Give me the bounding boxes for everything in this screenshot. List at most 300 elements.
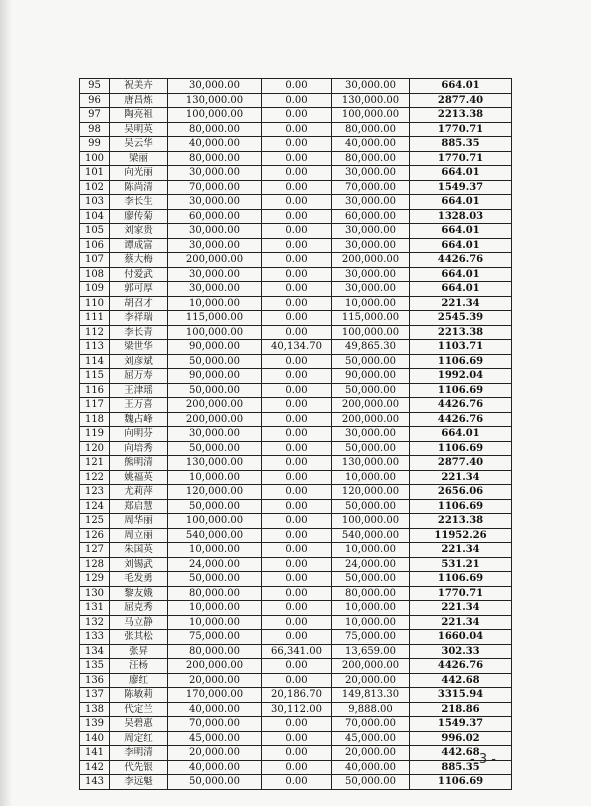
balance-cell: 10,000.00: [332, 470, 410, 485]
balance-cell: 30,000.00: [332, 195, 410, 210]
balance-cell: 30,000.00: [332, 224, 410, 239]
result-cell: 664.01: [410, 224, 512, 239]
deduction-cell: 0.00: [262, 572, 332, 587]
row-index-cell: 113: [80, 340, 110, 355]
row-index-cell: 143: [80, 775, 110, 790]
deduction-cell: 0.00: [262, 630, 332, 645]
table-row: [80, 369, 512, 384]
scan-shadow-edge: [0, 0, 12, 806]
name-cell: 李长生: [110, 195, 168, 210]
name-cell: 魏占峰: [110, 412, 168, 427]
amount-cell: 90,000.00: [168, 369, 262, 384]
name-cell: 刘彦斌: [110, 354, 168, 369]
row-index-cell: 130: [80, 586, 110, 601]
table-row: [80, 122, 512, 137]
result-cell: 664.01: [410, 238, 512, 253]
name-cell: 廖传菊: [110, 209, 168, 224]
deduction-cell: 0.00: [262, 412, 332, 427]
result-cell: 885.35: [410, 760, 512, 775]
name-cell: 向明芬: [110, 427, 168, 442]
balance-cell: 50,000.00: [332, 499, 410, 514]
balance-cell: 30,000.00: [332, 238, 410, 253]
name-cell: 陈尚清: [110, 180, 168, 195]
row-index-cell: 120: [80, 441, 110, 456]
balance-cell: 10,000.00: [332, 543, 410, 558]
result-cell: 302.33: [410, 644, 512, 659]
amount-cell: 50,000.00: [168, 775, 262, 790]
table-row: [80, 427, 512, 442]
result-cell: 11952.26: [410, 528, 512, 543]
amount-cell: 40,000.00: [168, 760, 262, 775]
balance-cell: 75,000.00: [332, 630, 410, 645]
table-row: [80, 195, 512, 210]
name-cell: 祝美卉: [110, 79, 168, 94]
table-row: [80, 282, 512, 297]
name-cell: 唐昌炼: [110, 93, 168, 108]
row-index-cell: 123: [80, 485, 110, 500]
table-row: [80, 253, 512, 268]
result-cell: 4426.76: [410, 412, 512, 427]
table-row: [80, 209, 512, 224]
balance-cell: 70,000.00: [332, 717, 410, 732]
balance-cell: 40,000.00: [332, 760, 410, 775]
name-cell: 陈敏莉: [110, 688, 168, 703]
result-cell: 2877.40: [410, 456, 512, 471]
table-row: [80, 557, 512, 572]
row-index-cell: 114: [80, 354, 110, 369]
balance-cell: 13,659.00: [332, 644, 410, 659]
ledger-body: [80, 79, 512, 790]
deduction-cell: 0.00: [262, 79, 332, 94]
amount-cell: 10,000.00: [168, 615, 262, 630]
table-row: [80, 760, 512, 775]
amount-cell: 50,000.00: [168, 383, 262, 398]
row-index-cell: 108: [80, 267, 110, 282]
deduction-cell: 0.00: [262, 122, 332, 137]
result-cell: 2213.38: [410, 514, 512, 529]
table-row: [80, 311, 512, 326]
name-cell: 刘家贵: [110, 224, 168, 239]
deduction-cell: 0.00: [262, 209, 332, 224]
amount-cell: 70,000.00: [168, 180, 262, 195]
row-index-cell: 115: [80, 369, 110, 384]
result-cell: 664.01: [410, 195, 512, 210]
table-row: [80, 137, 512, 152]
row-index-cell: 95: [80, 79, 110, 94]
result-cell: 664.01: [410, 79, 512, 94]
amount-cell: 30,000.00: [168, 79, 262, 94]
table-row: [80, 543, 512, 558]
deduction-cell: 0.00: [262, 615, 332, 630]
table-row: [80, 746, 512, 761]
deduction-cell: 0.00: [262, 746, 332, 761]
deduction-cell: 0.00: [262, 441, 332, 456]
name-cell: 吴云华: [110, 137, 168, 152]
result-cell: 1106.69: [410, 775, 512, 790]
row-index-cell: 126: [80, 528, 110, 543]
name-cell: 代定兰: [110, 702, 168, 717]
row-index-cell: 121: [80, 456, 110, 471]
amount-cell: 30,000.00: [168, 267, 262, 282]
deduction-cell: 0.00: [262, 383, 332, 398]
result-cell: 2877.40: [410, 93, 512, 108]
row-index-cell: 139: [80, 717, 110, 732]
balance-cell: 30,000.00: [332, 79, 410, 94]
amount-cell: 200,000.00: [168, 253, 262, 268]
amount-cell: 100,000.00: [168, 108, 262, 123]
amount-cell: 50,000.00: [168, 354, 262, 369]
result-cell: 531.21: [410, 557, 512, 572]
row-index-cell: 97: [80, 108, 110, 123]
deduction-cell: 0.00: [262, 93, 332, 108]
result-cell: 221.34: [410, 296, 512, 311]
result-cell: 1770.71: [410, 586, 512, 601]
amount-cell: 100,000.00: [168, 514, 262, 529]
name-cell: 李明清: [110, 746, 168, 761]
deduction-cell: 0.00: [262, 659, 332, 674]
row-index-cell: 140: [80, 731, 110, 746]
result-cell: 1106.69: [410, 499, 512, 514]
result-cell: 1106.69: [410, 354, 512, 369]
table-row: [80, 659, 512, 674]
row-index-cell: 135: [80, 659, 110, 674]
row-index-cell: 117: [80, 398, 110, 413]
balance-cell: 200,000.00: [332, 253, 410, 268]
table-row: [80, 180, 512, 195]
amount-cell: 170,000.00: [168, 688, 262, 703]
result-cell: 1103.71: [410, 340, 512, 355]
balance-cell: 80,000.00: [332, 586, 410, 601]
balance-cell: 115,000.00: [332, 311, 410, 326]
amount-cell: 120,000.00: [168, 485, 262, 500]
balance-cell: 200,000.00: [332, 398, 410, 413]
row-index-cell: 125: [80, 514, 110, 529]
table-row: [80, 456, 512, 471]
table-row: [80, 528, 512, 543]
deduction-cell: 0.00: [262, 485, 332, 500]
table-row: [80, 238, 512, 253]
result-cell: 221.34: [410, 470, 512, 485]
balance-cell: 45,000.00: [332, 731, 410, 746]
result-cell: 2213.38: [410, 108, 512, 123]
deduction-cell: 0.00: [262, 586, 332, 601]
result-cell: 1549.37: [410, 717, 512, 732]
deduction-cell: 0.00: [262, 775, 332, 790]
amount-cell: 200,000.00: [168, 412, 262, 427]
name-cell: 王津瑶: [110, 383, 168, 398]
balance-cell: 10,000.00: [332, 296, 410, 311]
name-cell: 向光丽: [110, 166, 168, 181]
page-number: - 3 -: [470, 752, 496, 767]
deduction-cell: 0.00: [262, 180, 332, 195]
name-cell: 谭成富: [110, 238, 168, 253]
name-cell: 熊明清: [110, 456, 168, 471]
balance-cell: 60,000.00: [332, 209, 410, 224]
row-index-cell: 112: [80, 325, 110, 340]
row-index-cell: 101: [80, 166, 110, 181]
row-index-cell: 137: [80, 688, 110, 703]
result-cell: 1992.04: [410, 369, 512, 384]
row-index-cell: 111: [80, 311, 110, 326]
deduction-cell: 0.00: [262, 195, 332, 210]
table-row: [80, 325, 512, 340]
amount-cell: 80,000.00: [168, 151, 262, 166]
row-index-cell: 136: [80, 673, 110, 688]
balance-cell: 80,000.00: [332, 122, 410, 137]
table-row: [80, 151, 512, 166]
table-row: [80, 514, 512, 529]
table-row: [80, 630, 512, 645]
name-cell: 梁世华: [110, 340, 168, 355]
deduction-cell: 0.00: [262, 137, 332, 152]
name-cell: 王万喜: [110, 398, 168, 413]
row-index-cell: 133: [80, 630, 110, 645]
amount-cell: 90,000.00: [168, 340, 262, 355]
table-row: [80, 586, 512, 601]
table-row: [80, 470, 512, 485]
amount-cell: 540,000.00: [168, 528, 262, 543]
table-row: [80, 79, 512, 94]
amount-cell: 10,000.00: [168, 296, 262, 311]
balance-cell: 50,000.00: [332, 383, 410, 398]
result-cell: 221.34: [410, 543, 512, 558]
name-cell: 周立丽: [110, 528, 168, 543]
balance-cell: 30,000.00: [332, 427, 410, 442]
deduction-cell: 0.00: [262, 514, 332, 529]
amount-cell: 80,000.00: [168, 122, 262, 137]
deduction-cell: 0.00: [262, 354, 332, 369]
name-cell: 李远魁: [110, 775, 168, 790]
balance-cell: 540,000.00: [332, 528, 410, 543]
amount-cell: 50,000.00: [168, 441, 262, 456]
deduction-cell: 0.00: [262, 528, 332, 543]
table-row: [80, 775, 512, 790]
result-cell: 664.01: [410, 166, 512, 181]
deduction-cell: 0.00: [262, 238, 332, 253]
amount-cell: 75,000.00: [168, 630, 262, 645]
row-index-cell: 99: [80, 137, 110, 152]
name-cell: 吴明英: [110, 122, 168, 137]
name-cell: 廖红: [110, 673, 168, 688]
result-cell: 3315.94: [410, 688, 512, 703]
table-row: [80, 383, 512, 398]
amount-cell: 30,000.00: [168, 238, 262, 253]
amount-cell: 50,000.00: [168, 499, 262, 514]
balance-cell: 50,000.00: [332, 354, 410, 369]
result-cell: 218.86: [410, 702, 512, 717]
deduction-cell: 0.00: [262, 296, 332, 311]
row-index-cell: 132: [80, 615, 110, 630]
name-cell: 姚福英: [110, 470, 168, 485]
balance-cell: 10,000.00: [332, 615, 410, 630]
balance-cell: 30,000.00: [332, 282, 410, 297]
deduction-cell: 0.00: [262, 717, 332, 732]
name-cell: 张昇: [110, 644, 168, 659]
row-index-cell: 104: [80, 209, 110, 224]
name-cell: 蔡大梅: [110, 253, 168, 268]
amount-cell: 50,000.00: [168, 572, 262, 587]
row-index-cell: 124: [80, 499, 110, 514]
deduction-cell: 40,134.70: [262, 340, 332, 355]
amount-cell: 130,000.00: [168, 93, 262, 108]
amount-cell: 80,000.00: [168, 644, 262, 659]
row-index-cell: 122: [80, 470, 110, 485]
deduction-cell: 0.00: [262, 557, 332, 572]
deduction-cell: 0.00: [262, 282, 332, 297]
deduction-cell: 0.00: [262, 311, 332, 326]
result-cell: 2213.38: [410, 325, 512, 340]
row-index-cell: 129: [80, 572, 110, 587]
row-index-cell: 100: [80, 151, 110, 166]
name-cell: 周华丽: [110, 514, 168, 529]
amount-cell: 70,000.00: [168, 717, 262, 732]
balance-cell: 10,000.00: [332, 601, 410, 616]
balance-cell: 90,000.00: [332, 369, 410, 384]
table-row: [80, 108, 512, 123]
name-cell: 黎友娥: [110, 586, 168, 601]
balance-cell: 50,000.00: [332, 441, 410, 456]
amount-cell: 80,000.00: [168, 586, 262, 601]
name-cell: 陶亮祖: [110, 108, 168, 123]
table-row: [80, 572, 512, 587]
balance-cell: 149,813.30: [332, 688, 410, 703]
balance-cell: 70,000.00: [332, 180, 410, 195]
table-row: [80, 485, 512, 500]
deduction-cell: 20,186.70: [262, 688, 332, 703]
name-cell: 汪杨: [110, 659, 168, 674]
amount-cell: 30,000.00: [168, 195, 262, 210]
deduction-cell: 0.00: [262, 166, 332, 181]
result-cell: 1549.37: [410, 180, 512, 195]
name-cell: 向培秀: [110, 441, 168, 456]
amount-cell: 40,000.00: [168, 702, 262, 717]
deduction-cell: 0.00: [262, 673, 332, 688]
result-cell: 2656.06: [410, 485, 512, 500]
deduction-cell: 0.00: [262, 456, 332, 471]
row-index-cell: 128: [80, 557, 110, 572]
balance-cell: 200,000.00: [332, 412, 410, 427]
name-cell: 朱国英: [110, 543, 168, 558]
row-index-cell: 103: [80, 195, 110, 210]
row-index-cell: 96: [80, 93, 110, 108]
balance-cell: 100,000.00: [332, 325, 410, 340]
result-cell: 1660.04: [410, 630, 512, 645]
name-cell: 梁丽: [110, 151, 168, 166]
row-index-cell: 116: [80, 383, 110, 398]
row-index-cell: 118: [80, 412, 110, 427]
table-row: [80, 166, 512, 181]
deduction-cell: 0.00: [262, 267, 332, 282]
amount-cell: 30,000.00: [168, 166, 262, 181]
name-cell: 李长青: [110, 325, 168, 340]
deduction-cell: 0.00: [262, 369, 332, 384]
balance-cell: 24,000.00: [332, 557, 410, 572]
row-index-cell: 119: [80, 427, 110, 442]
balance-cell: 20,000.00: [332, 673, 410, 688]
table-row: [80, 615, 512, 630]
row-index-cell: 105: [80, 224, 110, 239]
name-cell: 代先银: [110, 760, 168, 775]
table-row: [80, 688, 512, 703]
name-cell: 毛发勇: [110, 572, 168, 587]
balance-cell: 9,888.00: [332, 702, 410, 717]
name-cell: 胡召才: [110, 296, 168, 311]
balance-cell: 20,000.00: [332, 746, 410, 761]
deduction-cell: 66,341.00: [262, 644, 332, 659]
balance-cell: 30,000.00: [332, 267, 410, 282]
result-cell: 885.35: [410, 137, 512, 152]
result-cell: 442.68: [410, 673, 512, 688]
amount-cell: 30,000.00: [168, 427, 262, 442]
amount-cell: 100,000.00: [168, 325, 262, 340]
result-cell: 1770.71: [410, 122, 512, 137]
name-cell: 张其松: [110, 630, 168, 645]
balance-cell: 49,865.30: [332, 340, 410, 355]
table-row: [80, 267, 512, 282]
balance-cell: 130,000.00: [332, 93, 410, 108]
deduction-cell: 0.00: [262, 151, 332, 166]
deduction-cell: 0.00: [262, 325, 332, 340]
amount-cell: 115,000.00: [168, 311, 262, 326]
row-index-cell: 98: [80, 122, 110, 137]
deduction-cell: 0.00: [262, 499, 332, 514]
balance-cell: 100,000.00: [332, 108, 410, 123]
balance-cell: 50,000.00: [332, 775, 410, 790]
amount-cell: 60,000.00: [168, 209, 262, 224]
table-row: [80, 601, 512, 616]
table-row: [80, 398, 512, 413]
result-cell: 996.02: [410, 731, 512, 746]
row-index-cell: 142: [80, 760, 110, 775]
amount-cell: 20,000.00: [168, 673, 262, 688]
result-cell: 1106.69: [410, 383, 512, 398]
amount-cell: 10,000.00: [168, 543, 262, 558]
result-cell: 1106.69: [410, 572, 512, 587]
balance-cell: 40,000.00: [332, 137, 410, 152]
table-row: [80, 717, 512, 732]
table-row: [80, 702, 512, 717]
amount-cell: 45,000.00: [168, 731, 262, 746]
deduction-cell: 0.00: [262, 108, 332, 123]
amount-cell: 130,000.00: [168, 456, 262, 471]
balance-cell: 200,000.00: [332, 659, 410, 674]
name-cell: 吴碧惠: [110, 717, 168, 732]
result-cell: 2545.39: [410, 311, 512, 326]
amount-cell: 10,000.00: [168, 470, 262, 485]
row-index-cell: 131: [80, 601, 110, 616]
result-cell: 4426.76: [410, 398, 512, 413]
table-row: [80, 441, 512, 456]
amount-cell: 200,000.00: [168, 398, 262, 413]
result-cell: 1770.71: [410, 151, 512, 166]
amount-cell: 40,000.00: [168, 137, 262, 152]
amount-cell: 20,000.00: [168, 746, 262, 761]
name-cell: 周定红: [110, 731, 168, 746]
deduction-cell: 0.00: [262, 427, 332, 442]
name-cell: 刘锡武: [110, 557, 168, 572]
result-cell: 664.01: [410, 427, 512, 442]
amount-cell: 30,000.00: [168, 224, 262, 239]
table-row: [80, 412, 512, 427]
name-cell: 马立静: [110, 615, 168, 630]
result-cell: 1106.69: [410, 441, 512, 456]
row-index-cell: 106: [80, 238, 110, 253]
deduction-cell: 0.00: [262, 543, 332, 558]
result-cell: 4426.76: [410, 659, 512, 674]
deduction-cell: 0.00: [262, 398, 332, 413]
balance-cell: 130,000.00: [332, 456, 410, 471]
table-row: [80, 673, 512, 688]
